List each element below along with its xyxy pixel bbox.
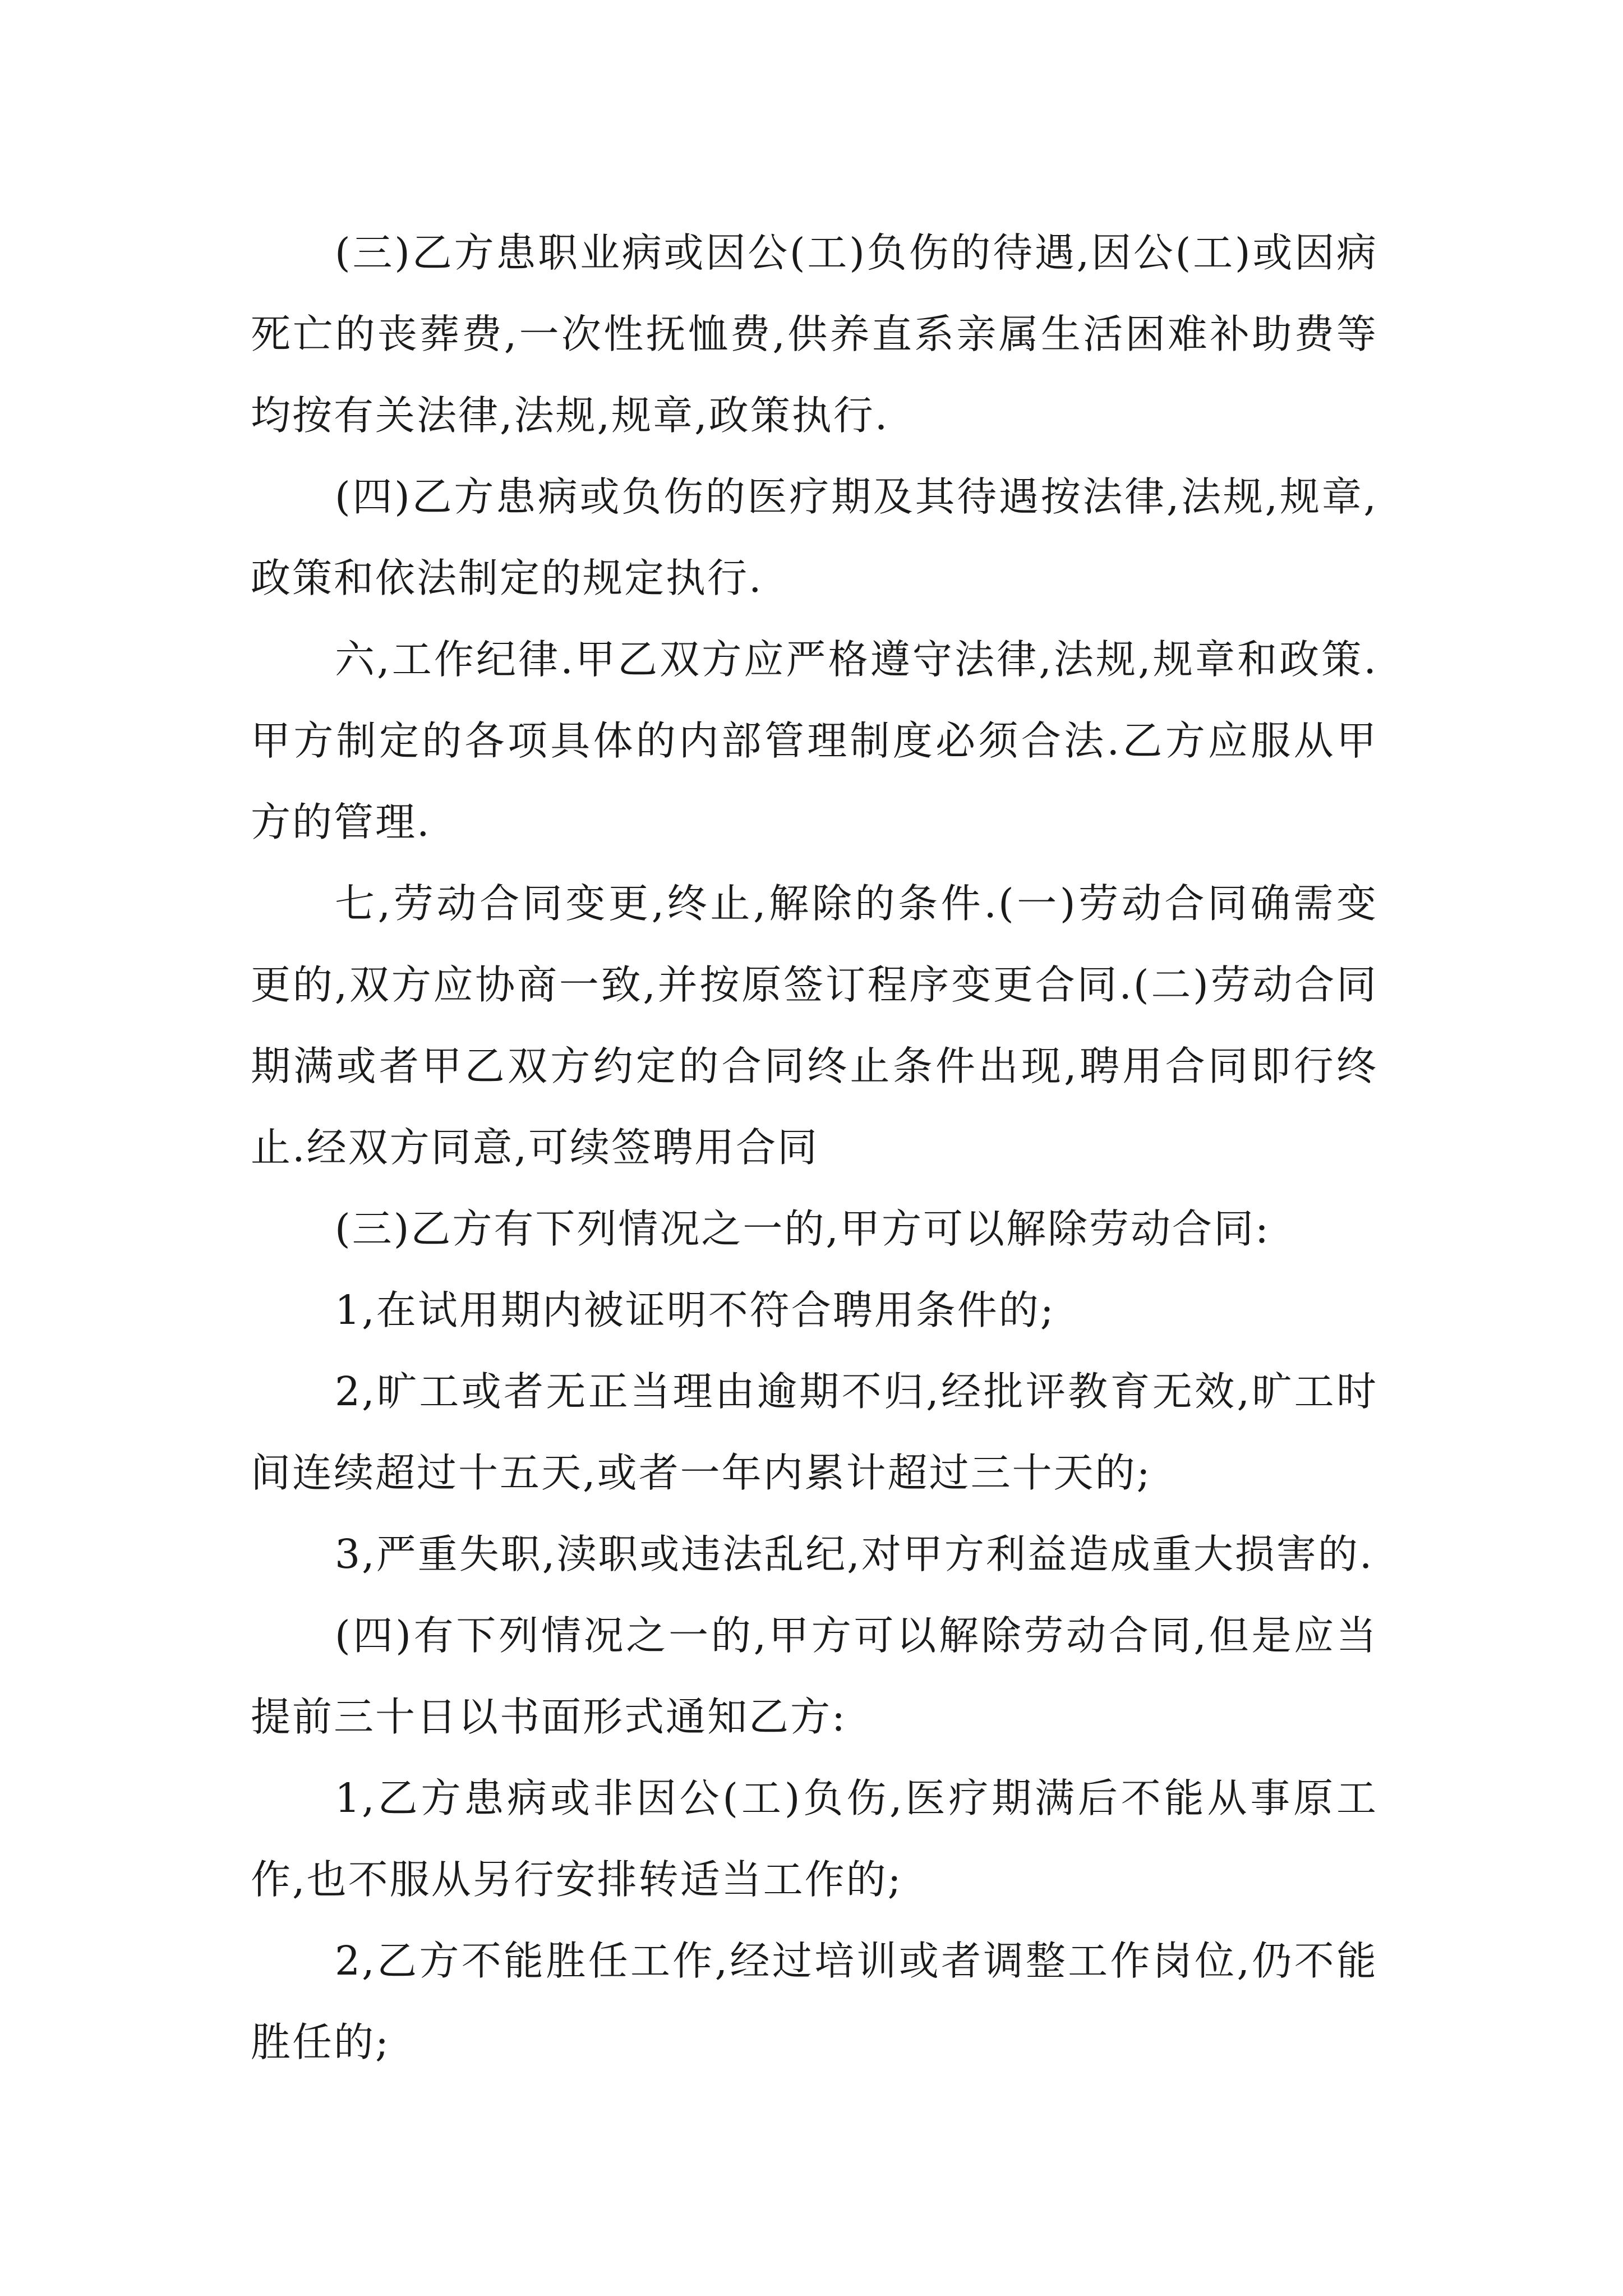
paragraph-dismissal-conditions: (三)乙方有下列情况之一的,甲方可以解除劳动合同: xyxy=(335,1205,1270,1252)
list-item-dereliction: 3,严重失职,渎职或违法乱纪,对甲方利益造成重大损害的. xyxy=(335,1531,1374,1577)
list-item-absenteeism: 2,旷工或者无正当理由逾期不归,经批评教育无效,旷工时间连续超过十五天,或者一年内累计超过三十天的; xyxy=(251,1368,1378,1496)
list-item-incompetence: 2,乙方不能胜任工作,经过培训或者调整工作岗位,仍不能胜任的; xyxy=(251,1938,1378,2065)
paragraph-contract-change-termination: 七,劳动合同变更,终止,解除的条件.(一)劳动合同确需变更的,双方应协商一致,并按原签订程序变更合同.(二)劳动合同期满或者甲乙双方约定的合同终止条件出现,聘用合同即行终止.经双方同意,可续签聘用合同 xyxy=(251,880,1378,1171)
paragraph-work-injury-benefits: (三)乙方患职业病或因公(工)负伤的待遇,因公(工)或因病死亡的丧葬费,一次性抚恤费,供养直系亲属生活困难补助费等均按有关法律,法规,规章,政策执行. xyxy=(251,229,1378,439)
list-item-illness-injury: 1,乙方患病或非因公(工)负伤,医疗期满后不能从事原工作,也不服从另行安排转适当工作的; xyxy=(251,1775,1378,1903)
paragraph-work-discipline: 六,工作纪律.甲乙双方应严格遵守法律,法规,规章和政策.甲方制定的各项具体的内部管理制度必须合法.乙方应服从甲方的管理. xyxy=(251,636,1378,845)
paragraph-notice-termination: (四)有下列情况之一的,甲方可以解除劳动合同,但是应当提前三十日以书面形式通知乙方: xyxy=(251,1612,1378,1740)
document-body xyxy=(251,212,1378,2083)
paragraph-medical-period: (四)乙方患病或负伤的医疗期及其待遇按法律,法规,规章,政策和依法制定的规定执行. xyxy=(251,473,1378,601)
list-item-probation: 1,在试用期内被证明不符合聘用条件的; xyxy=(335,1287,1055,1333)
